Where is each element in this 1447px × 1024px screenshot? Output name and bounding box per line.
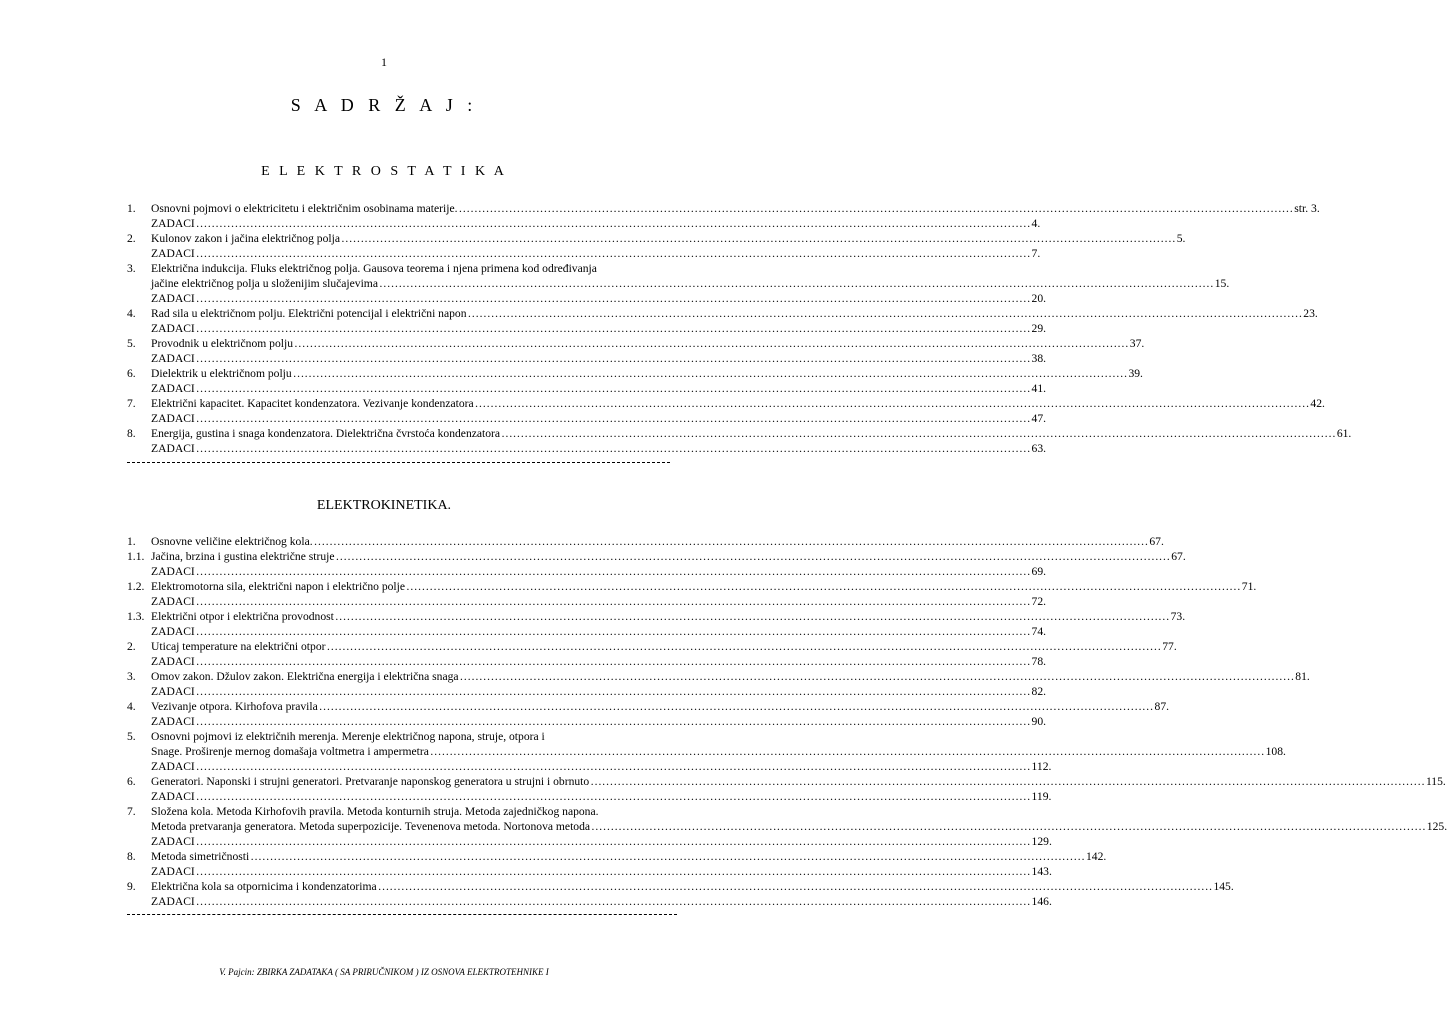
toc-entry-title: ZADACI xyxy=(151,835,195,848)
toc-entry-title: Osnovne veličine električnog kola. xyxy=(151,535,313,548)
toc-entry-page: 23. xyxy=(1303,307,1318,320)
toc-dot-leader xyxy=(196,714,1031,729)
toc-entry xyxy=(127,729,670,744)
toc-entry-title: jačine električnog polja u složenijim slučajevima xyxy=(151,277,378,290)
toc-entry-title: ZADACI xyxy=(151,715,195,728)
toc-entry-page: 119. xyxy=(1031,790,1052,803)
toc-dot-leader xyxy=(196,684,1031,699)
toc-dot-leader xyxy=(460,669,1295,684)
section-title-elektrostatika: E L E K T R O S T A T I K A xyxy=(261,164,507,179)
toc-entry-title: Energija, gustina i snaga kondenzatora. Dielektrična čvrstoća kondenzatora xyxy=(151,427,501,440)
toc-entry-page: 69. xyxy=(1031,565,1047,578)
toc-dot-leader xyxy=(341,231,1176,246)
toc-entry-page: 146. xyxy=(1031,895,1052,908)
toc-entry xyxy=(127,819,1447,834)
toc-dot-leader xyxy=(335,609,1170,624)
toc-entry-title: Električna kola sa otpornicima i kondenzatorima xyxy=(151,880,377,893)
toc-dot-leader xyxy=(430,744,1265,759)
toc-entry-number: 4. xyxy=(127,700,136,713)
section-divider xyxy=(127,914,677,915)
toc-entry-title: Snage. Proširenje mernog domašaja voltmetra i ampermetra xyxy=(151,745,429,758)
toc-entry-number: 3. xyxy=(127,670,136,683)
toc-dot-leader xyxy=(501,426,1336,441)
toc-entry-page: 67. xyxy=(1149,535,1164,548)
toc-dot-leader xyxy=(196,789,1031,804)
toc-entry-title: Provodnik u električnom polju xyxy=(151,337,294,350)
toc-entry xyxy=(127,396,1325,411)
toc-entry xyxy=(127,201,1320,216)
toc-entry-number: 1.3. xyxy=(127,610,145,623)
toc-entry xyxy=(127,594,1047,609)
toc-entry-number: 2. xyxy=(127,640,136,653)
toc-entry-title: Metoda simetričnosti xyxy=(151,850,250,863)
toc-entry xyxy=(127,849,1107,864)
toc-dot-leader xyxy=(196,834,1031,849)
toc-entry-title: ZADACI xyxy=(151,247,195,260)
toc-entry-page: 38. xyxy=(1031,352,1047,365)
toc-entry-number: 2. xyxy=(127,232,136,245)
toc-dot-leader xyxy=(196,594,1031,609)
toc-entry-number: 5. xyxy=(127,730,136,743)
toc-entry xyxy=(127,366,1143,381)
toc-entry-page: 145. xyxy=(1213,880,1234,893)
toc-entry xyxy=(127,804,670,819)
toc-list-elektrostatika xyxy=(127,201,1352,456)
toc-entry-title: ZADACI xyxy=(151,412,195,425)
toc-entry xyxy=(127,894,1052,909)
toc-entry-number: 1.2. xyxy=(127,580,145,593)
toc-entry-number: 8. xyxy=(127,850,136,863)
toc-entry xyxy=(127,579,1257,594)
toc-entry-page: 73. xyxy=(1170,610,1186,623)
toc-entry-page: 39. xyxy=(1128,367,1143,380)
toc-entry xyxy=(127,759,1052,774)
toc-entry xyxy=(127,714,1047,729)
toc-entry-page: 15. xyxy=(1214,277,1230,290)
toc-dot-leader xyxy=(196,291,1031,306)
toc-entry-title: ZADACI xyxy=(151,382,195,395)
toc-entry xyxy=(127,216,1041,231)
toc-entry-title: Osnovni pojmovi o elektricitetu i električnim osobinama materije. xyxy=(151,202,458,215)
toc-entry-page: 78. xyxy=(1031,655,1047,668)
toc-entry-title: Elektromotorna sila, električni napon i električno polje xyxy=(151,580,406,593)
toc-entry xyxy=(127,879,1234,894)
toc-dot-leader xyxy=(293,366,1128,381)
toc-entry-number: 9. xyxy=(127,880,136,893)
toc-entry xyxy=(127,336,1145,351)
toc-entry xyxy=(127,411,1047,426)
toc-entry-page: 41. xyxy=(1031,382,1047,395)
toc-entry-title: Električni otpor i električna provodnost xyxy=(151,610,334,623)
toc-dot-leader xyxy=(196,381,1031,396)
toc-entry-page: 129. xyxy=(1031,835,1052,848)
toc-entry-number: 6. xyxy=(127,775,136,788)
toc-entry-page: 37. xyxy=(1129,337,1145,350)
toc-entry xyxy=(127,744,1286,759)
toc-entry-title: Kulonov zakon i jačina električnog polja xyxy=(151,232,340,245)
toc-dot-leader xyxy=(459,201,1294,216)
toc-entry-title: ZADACI xyxy=(151,292,195,305)
toc-dot-leader xyxy=(326,639,1161,654)
toc-dot-leader xyxy=(406,579,1241,594)
toc-entry-page: 67. xyxy=(1171,550,1186,563)
toc-entry-title: ZADACI xyxy=(151,442,195,455)
toc-entry-page: 29. xyxy=(1031,322,1047,335)
toc-dot-leader xyxy=(196,216,1031,231)
toc-entry-title: Rad sila u električnom polju. Električni potencijal i električni napon xyxy=(151,307,467,320)
toc-entry-title: Generatori. Naponski i strujni generatori. Pretvaranje naponskog generatora u strujni i obrnuto xyxy=(151,775,590,788)
toc-dot-leader xyxy=(196,759,1031,774)
toc-entry-title: ZADACI xyxy=(151,790,195,803)
toc-entry-title: ZADACI xyxy=(151,565,195,578)
toc-entry-number: 5. xyxy=(127,337,136,350)
toc-entry-page: 108. xyxy=(1265,745,1286,758)
section-divider xyxy=(127,462,670,463)
toc-entry-page: 20. xyxy=(1031,292,1047,305)
toc-entry xyxy=(127,699,1170,714)
toc-entry-number: 1. xyxy=(127,535,136,548)
toc-dot-leader xyxy=(591,819,1426,834)
page-number: 1 xyxy=(381,55,387,69)
toc-entry-title: Dielektrik u električnom polju xyxy=(151,367,292,380)
toc-dot-leader xyxy=(294,336,1129,351)
toc-entry xyxy=(127,246,1041,261)
page-footer: V. Pajcin: ZBIRKA ZADATAKA ( SA PRIRUČNIKOM ) IZ OSNOVA ELEKTROTEHNIKE I xyxy=(219,967,549,977)
toc-entry-number: 4. xyxy=(127,307,136,320)
toc-dot-leader xyxy=(196,564,1031,579)
toc-entry-page: 143. xyxy=(1031,865,1052,878)
toc-entry xyxy=(127,864,1052,879)
toc-entry-title: ZADACI xyxy=(151,217,195,230)
toc-entry-page: 77. xyxy=(1162,640,1177,653)
toc-entry-page: 115. xyxy=(1425,775,1446,788)
toc-entry-page: 5. xyxy=(1176,232,1186,245)
toc-entry-number: 8. xyxy=(127,427,136,440)
toc-dot-leader xyxy=(196,321,1031,336)
toc-entry-page: 47. xyxy=(1031,412,1047,425)
toc-entry-number: 7. xyxy=(127,397,136,410)
toc-dot-leader xyxy=(196,864,1031,879)
toc-entry-title: Osnovni pojmovi iz električnih merenja. Merenje električnog napona, struje, otpora i xyxy=(151,730,545,743)
toc-entry xyxy=(127,549,1186,564)
toc-dot-leader xyxy=(314,534,1149,549)
toc-dot-leader xyxy=(590,774,1425,789)
toc-entry-page: 125. xyxy=(1426,820,1447,833)
toc-dot-leader xyxy=(475,396,1310,411)
toc-entry-title: ZADACI xyxy=(151,595,195,608)
toc-dot-leader xyxy=(336,549,1171,564)
toc-entry xyxy=(127,291,1047,306)
toc-entry-number: 3. xyxy=(127,262,136,275)
toc-dot-leader xyxy=(196,411,1031,426)
toc-entry-title: ZADACI xyxy=(151,760,195,773)
toc-entry-title: Uticaj temperature na električni otpor xyxy=(151,640,326,653)
toc-entry-title: Vezivanje otpora. Kirhofova pravila xyxy=(151,700,318,713)
toc-dot-leader xyxy=(378,879,1213,894)
toc-dot-leader xyxy=(319,699,1154,714)
toc-entry-title: ZADACI xyxy=(151,352,195,365)
toc-entry xyxy=(127,789,1052,804)
toc-entry-number: 1. xyxy=(127,202,136,215)
page-title: S A D R Ž A J : xyxy=(290,95,478,115)
toc-entry-title: ZADACI xyxy=(151,685,195,698)
toc-entry-title: ZADACI xyxy=(151,895,195,908)
toc-entry xyxy=(127,774,1446,789)
toc-entry-title: Složena kola. Metoda Kirhofovih pravila. Metoda konturnih struja. Metoda zajedničkog napona. xyxy=(151,805,599,818)
toc-entry xyxy=(127,654,1047,669)
toc-entry-title: Omov zakon. Džulov zakon. Električna energija i električna snaga xyxy=(151,670,459,683)
toc-entry xyxy=(127,381,1047,396)
toc-entry xyxy=(127,306,1318,321)
section-title-elektrokinetika: ELEKTROKINETIKA. xyxy=(316,498,452,513)
toc-dot-leader xyxy=(196,624,1031,639)
toc-entry xyxy=(127,684,1047,699)
toc-entry-title: Električni kapacitet. Kapacitet kondenzatora. Vezivanje kondenzatora xyxy=(151,397,474,410)
toc-entry-page: 42. xyxy=(1310,397,1325,410)
toc-entry-number: 6. xyxy=(127,367,136,380)
toc-entry xyxy=(127,441,1047,456)
toc-entry xyxy=(127,564,1047,579)
toc-entry-page: 72. xyxy=(1031,595,1047,608)
toc-list-elektrokinetika xyxy=(127,534,1447,909)
toc-dot-leader xyxy=(468,306,1303,321)
toc-entry xyxy=(127,534,1164,549)
toc-entry-page: 87. xyxy=(1154,700,1170,713)
toc-entry-page: 61. xyxy=(1336,427,1352,440)
toc-dot-leader xyxy=(196,654,1031,669)
toc-dot-leader xyxy=(250,849,1085,864)
toc-entry-title: ZADACI xyxy=(151,865,195,878)
toc-entry-page: 7. xyxy=(1031,247,1041,260)
toc-entry-title: ZADACI xyxy=(151,322,195,335)
toc-entry-page: 81. xyxy=(1295,670,1310,683)
toc-dot-leader xyxy=(196,894,1031,909)
toc-entry xyxy=(127,351,1047,366)
toc-entry xyxy=(127,261,670,276)
toc-entry-page: 74. xyxy=(1031,625,1047,638)
toc-entry xyxy=(127,669,1310,684)
toc-entry xyxy=(127,426,1352,441)
toc-entry-page: 112. xyxy=(1031,760,1052,773)
toc-entry xyxy=(127,321,1047,336)
toc-entry-title: ZADACI xyxy=(151,625,195,638)
toc-dot-leader xyxy=(196,441,1031,456)
toc-entry-title: Metoda pretvaranja generatora. Metoda superpozicije. Tevenenova metoda. Nortonova metoda xyxy=(151,820,591,833)
toc-entry-page: 71. xyxy=(1241,580,1257,593)
toc-entry-title: Električna indukcija. Fluks električnog polja. Gausova teorema i njena primena kod određivanja xyxy=(151,262,597,275)
toc-dot-leader xyxy=(379,276,1214,291)
toc-dot-leader xyxy=(196,246,1031,261)
toc-entry-page: 63. xyxy=(1031,442,1047,455)
toc-entry xyxy=(127,276,1230,291)
toc-dot-leader xyxy=(196,351,1031,366)
toc-entry-title: ZADACI xyxy=(151,655,195,668)
toc-entry xyxy=(127,624,1047,639)
toc-entry xyxy=(127,609,1186,624)
toc-entry-title: Jačina, brzina i gustina električne struje xyxy=(151,550,335,563)
toc-entry-page: 90. xyxy=(1031,715,1047,728)
toc-entry-page: 142. xyxy=(1085,850,1107,863)
toc-entry xyxy=(127,231,1186,246)
toc-entry-number: 7. xyxy=(127,805,136,818)
toc-entry-number: 1.1. xyxy=(127,550,145,563)
toc-entry-page: 82. xyxy=(1031,685,1047,698)
toc-entry-page: str. 3. xyxy=(1294,202,1320,215)
toc-entry-page: 4. xyxy=(1031,217,1041,230)
toc-entry xyxy=(127,834,1052,849)
toc-entry xyxy=(127,639,1177,654)
